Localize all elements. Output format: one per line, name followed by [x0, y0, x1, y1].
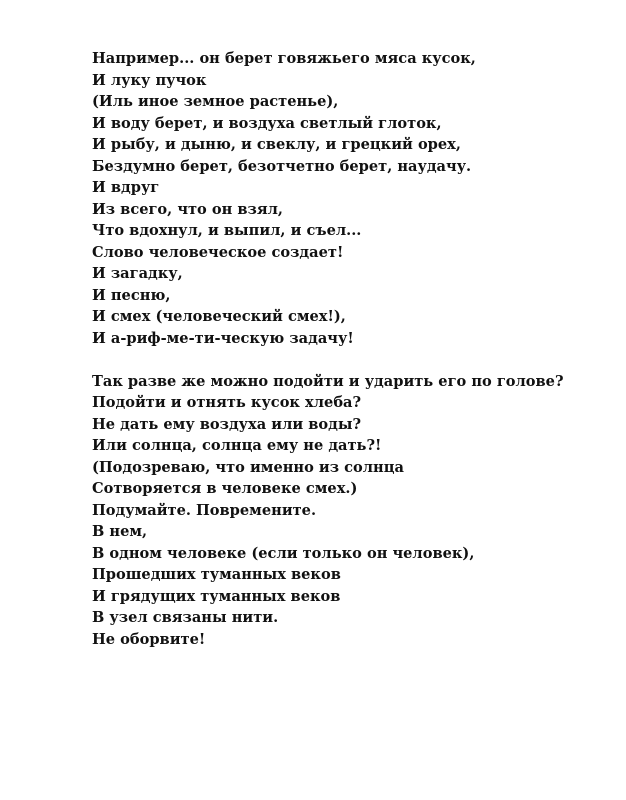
stanza-1	[92, 48, 612, 349]
poem-text	[92, 48, 612, 650]
poem-line: Подойти и отнять кусок хлеба?	[92, 394, 362, 411]
poem-line: (Подозреваю, что именно из солнца	[92, 458, 404, 476]
poem-line: Из всего, что он взял,	[92, 200, 283, 218]
poem-line: Так разве же можно подойти и ударить его по голове?	[92, 372, 564, 390]
poem-line: Бездумно берет, безотчетно берет, наудачу.	[92, 157, 472, 175]
poem-line: Что вдохнул, и выпил, и съел...	[92, 222, 362, 239]
poem-line: И загадку,	[92, 265, 183, 282]
poem-line: Не дать ему воздуха или воды?	[92, 415, 362, 433]
poem-line: В нем,	[92, 523, 148, 540]
poem-line: И луку пучок	[92, 71, 207, 89]
poem-line: И смех (человеческий смех!),	[92, 308, 346, 325]
poem-line: И а-риф-ме-ти-ческую задачу!	[92, 329, 354, 347]
poem-line: Не оборвите!	[92, 630, 206, 648]
poem-line: И рыбу, и дыню, и свеклу, и грецкий орех,	[92, 136, 461, 153]
poem-line: Прошедших туманных веков	[92, 566, 341, 583]
poem-line: И вдруг	[92, 179, 160, 196]
poem-line: И воду берет, и воздуха светлый глоток,	[92, 114, 442, 132]
poem-line: Или солнца, солнца ему не дать?!	[92, 437, 382, 454]
poem-line: Слово человеческое создает!	[92, 243, 344, 261]
poem-line: В одном человеке (если только он человек),	[92, 544, 475, 562]
poem-line: И песню,	[92, 286, 171, 304]
poem-line: Сотворяется в человеке смех.)	[92, 480, 358, 497]
poem-line: И грядущих туманных веков	[92, 587, 341, 605]
poem-line: Подумайте. Повремените.	[92, 501, 317, 519]
poem-line: (Иль иное земное растенье),	[92, 93, 339, 110]
stanza-2	[92, 371, 612, 651]
poem-line: В узел связаны нити.	[92, 609, 279, 626]
poem-line: Например... он берет говяжьего мяса кусок,	[92, 50, 476, 67]
